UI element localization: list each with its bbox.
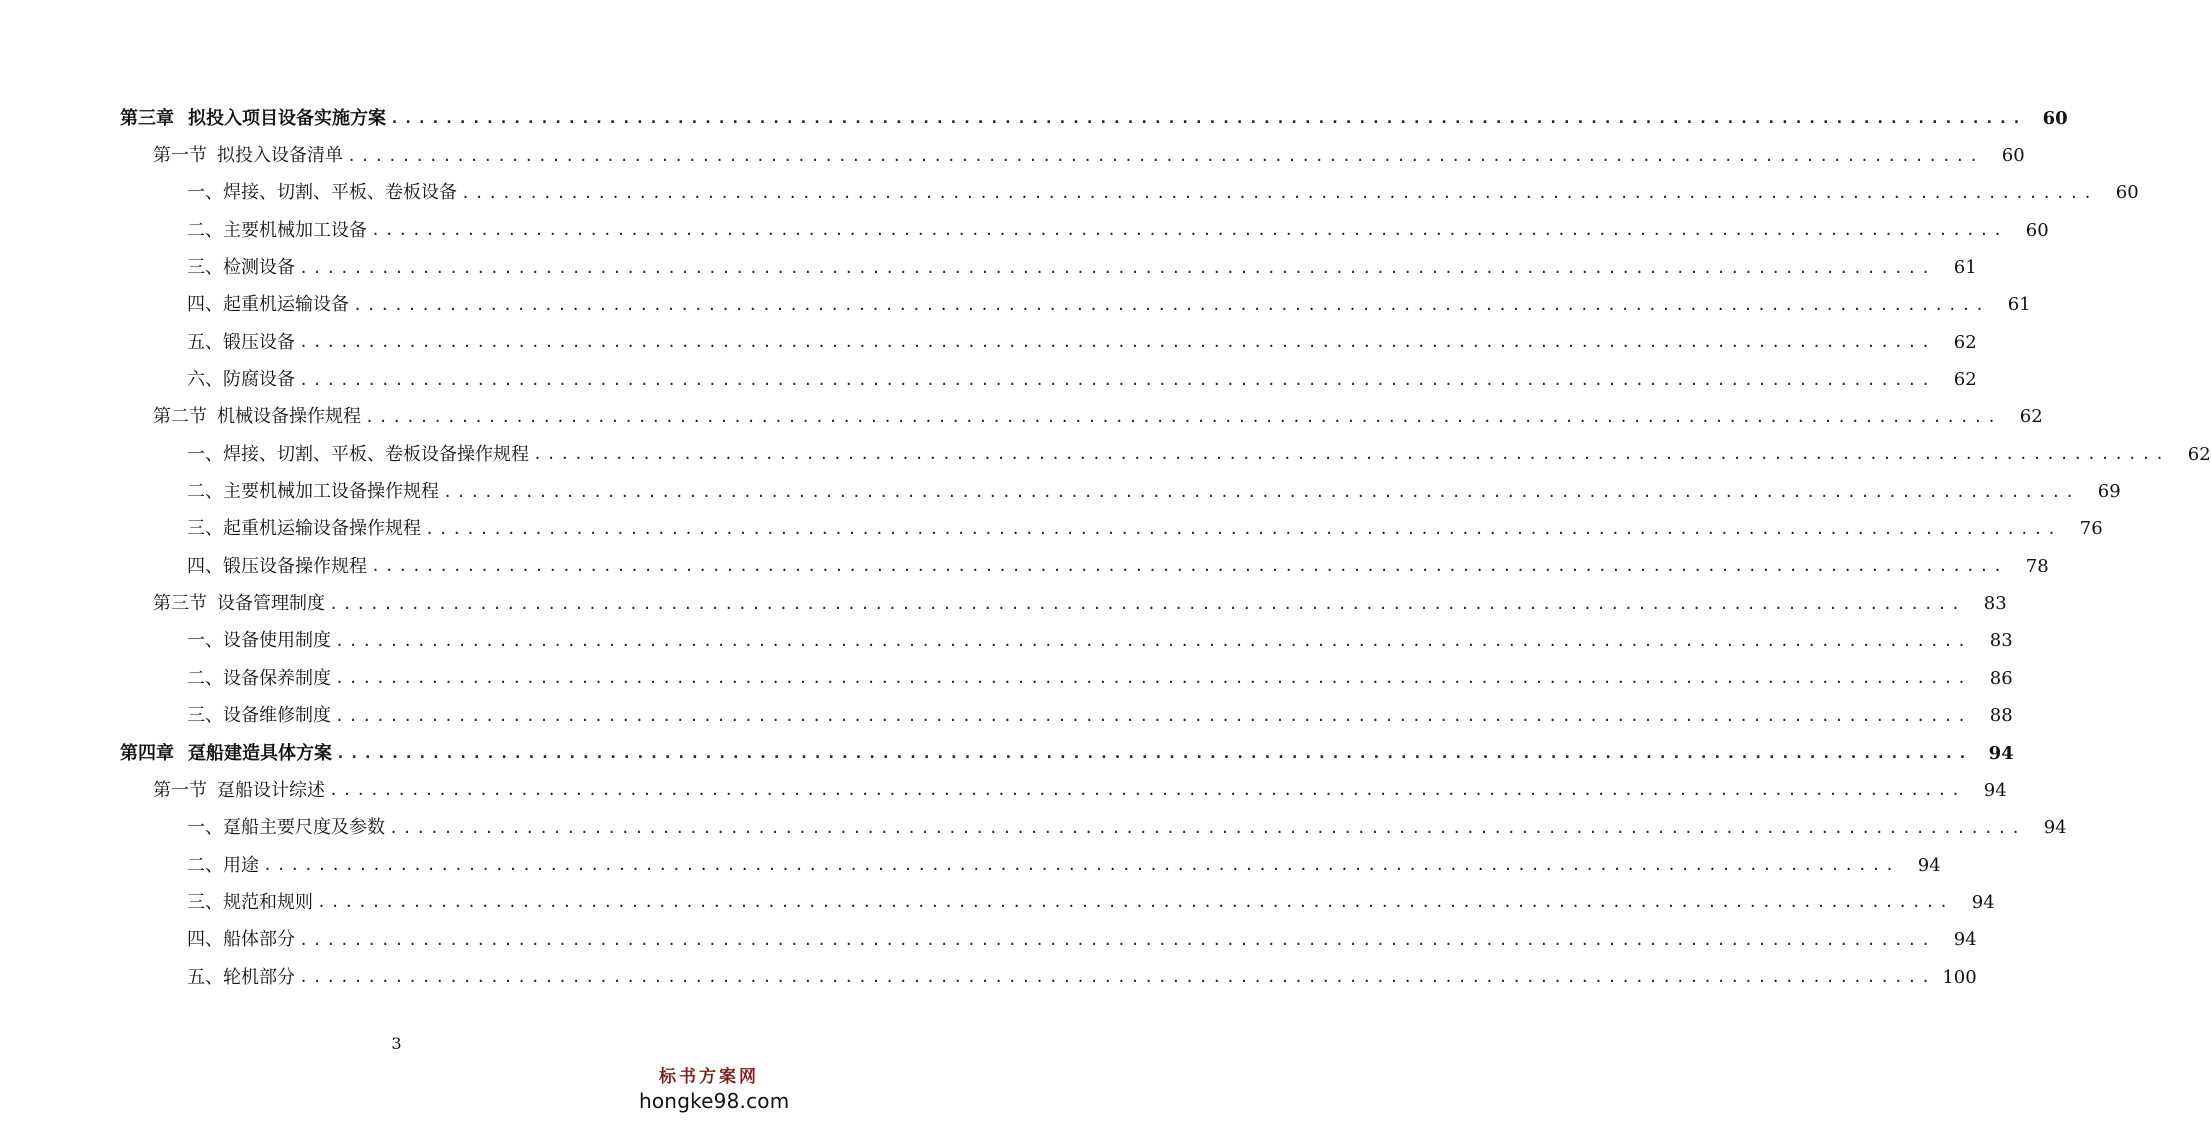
toc-entry-page: 78 [2025,555,2049,577]
toc-entry-page: 69 [2097,481,2121,503]
toc-entry-item[interactable] [0,473,2121,510]
toc-entry-page: 94 [1988,742,2014,764]
toc-entry-title: 机械设备操作规程 [217,406,361,428]
toc-entry-title: 一、设备使用制度 [187,630,331,652]
table-of-contents [0,100,2211,996]
toc-entry-item[interactable] [0,175,2139,212]
toc-entry-page: 83 [1983,593,2007,615]
toc-dot-leader: ........................................................................................................................ [533,445,2169,464]
toc-entry-item[interactable] [0,959,1977,996]
toc-entry-page: 94 [1953,929,1977,951]
watermark-chinese-text: 标书方案网 [659,1067,759,1087]
toc-entry-title: 三、起重机运输设备操作规程 [187,518,421,540]
toc-entry-page: 61 [2007,294,2031,316]
toc-dot-leader: ........................................................................................................................ [299,968,1935,987]
toc-dot-leader: ........................................................................................................................ [335,631,1971,650]
toc-entry-title: 五、轮机部分 [187,966,295,988]
toc-dot-leader: ........................................................................................................................ [443,482,2079,501]
toc-entry-section[interactable] [0,772,2007,809]
toc-entry-page: 62 [2019,406,2043,428]
toc-entry-title: 二、主要机械加工设备操作规程 [187,481,439,503]
toc-dot-leader: ........................................................................................................................ [329,781,1965,800]
toc-dot-leader: ........................................................................................................................ [371,221,2007,240]
toc-entry-title: 二、设备保养制度 [187,667,331,689]
toc-entry-title: 趸船设计综述 [217,779,325,801]
toc-dot-leader: ........................................................................................................................ [335,706,1971,725]
toc-entry-item[interactable] [0,324,1977,361]
toc-entry-page: 60 [2001,145,2025,167]
toc-dot-leader: ........................................................................................................................ [425,519,2061,538]
toc-entry-item[interactable] [0,660,2013,697]
toc-entry-chapter[interactable] [0,735,2014,772]
toc-dot-leader: ........................................................................................................................ [299,930,1935,949]
toc-entry-title: 一、趸船主要尺度及参数 [187,817,385,839]
toc-dot-leader: ........................................................................................................................ [353,295,1989,314]
toc-entry-number: 第三章 [120,107,174,129]
toc-entry-page: 62 [1953,369,1977,391]
toc-dot-leader: ........................................................................................................................ [329,594,1965,613]
toc-entry-item[interactable] [0,548,2049,585]
toc-entry-title: 四、锻压设备操作规程 [187,555,367,577]
toc-dot-leader: ........................................................................................................................ [317,893,1953,912]
toc-entry-chapter[interactable] [0,100,2068,137]
watermark-logo [639,1066,790,1114]
toc-dot-leader: ........................................................................................................................ [389,818,2025,837]
toc-entry-title: 趸船建造具体方案 [188,742,332,764]
toc-dot-leader: ........................................................................................................................ [461,183,2097,202]
toc-entry-page: 62 [1953,331,1977,353]
toc-entry-number: 第四章 [120,742,174,764]
toc-entry-item[interactable] [0,287,2031,324]
toc-entry-title: 四、起重机运输设备 [187,294,349,316]
toc-entry-title: 三、检测设备 [187,257,295,279]
toc-entry-item[interactable] [0,922,1977,959]
toc-entry-page: 94 [1971,891,1995,913]
toc-dot-leader: ........................................................................................................................ [299,333,1935,352]
toc-entry-title: 三、规范和规则 [187,891,313,913]
toc-dot-leader: ........................................................................................................................ [347,146,1983,165]
toc-entry-item[interactable] [0,884,1995,921]
toc-dot-leader: ........................................................................................................................ [263,856,1899,875]
toc-entry-title: 一、焊接、切割、平板、卷板设备操作规程 [187,443,529,465]
toc-entry-number: 第三节 [153,593,207,615]
toc-dot-leader: ........................................................................................................................ [365,407,2001,426]
toc-dot-leader: ........................................................................................................................ [299,370,1935,389]
toc-entry-page: 60 [2042,107,2068,129]
toc-entry-title: 二、主要机械加工设备 [187,219,367,241]
toc-entry-page: 60 [2025,219,2049,241]
toc-entry-section[interactable] [0,585,2007,622]
toc-entry-number: 第一节 [153,779,207,801]
toc-entry-page: 60 [2115,182,2139,204]
toc-entry-item[interactable] [0,436,2211,473]
toc-dot-leader: ........................................................................................................................ [299,258,1935,277]
toc-entry-title: 三、设备维修制度 [187,705,331,727]
toc-entry-item[interactable] [0,623,2013,660]
toc-entry-title: 拟投入设备清单 [217,145,343,167]
toc-entry-page: 76 [2079,518,2103,540]
toc-entry-item[interactable] [0,847,1941,884]
toc-entry-page: 61 [1953,257,1977,279]
toc-entry-title: 拟投入项目设备实施方案 [188,107,386,129]
toc-dot-leader: ........................................................................................................................ [336,744,1972,763]
toc-entry-number: 第二节 [153,406,207,428]
toc-entry-title: 六、防腐设备 [187,369,295,391]
watermark-url: hongke98.com [639,1089,790,1113]
toc-entry-page: 62 [2187,443,2211,465]
toc-entry-title: 二、用途 [187,854,259,876]
toc-entry-section[interactable] [0,399,2043,436]
toc-dot-leader: ........................................................................................................................ [335,669,1971,688]
toc-dot-leader: ........................................................................................................................ [390,109,2026,128]
page-number: 3 [391,1034,402,1053]
toc-entry-title: 设备管理制度 [217,593,325,615]
toc-entry-title: 四、船体部分 [187,929,295,951]
toc-entry-item[interactable] [0,698,2013,735]
toc-entry-item[interactable] [0,212,2049,249]
toc-entry-item[interactable] [0,511,2103,548]
toc-entry-page: 94 [1983,779,2007,801]
toc-dot-leader: ........................................................................................................................ [371,557,2007,576]
toc-entry-section[interactable] [0,137,2025,174]
toc-entry-title: 五、锻压设备 [187,331,295,353]
toc-entry-page: 94 [2043,817,2067,839]
toc-entry-title: 一、焊接、切割、平板、卷板设备 [187,182,457,204]
toc-entry-number: 第一节 [153,145,207,167]
toc-entry-page: 100 [1942,966,1977,988]
toc-entry-page: 88 [1989,705,2013,727]
toc-entry-page: 94 [1917,854,1941,876]
toc-entry-page: 83 [1989,630,2013,652]
toc-entry-item[interactable] [0,361,1977,398]
toc-entry-item[interactable] [0,249,1977,286]
toc-entry-page: 86 [1989,667,2013,689]
toc-entry-item[interactable] [0,810,2067,847]
